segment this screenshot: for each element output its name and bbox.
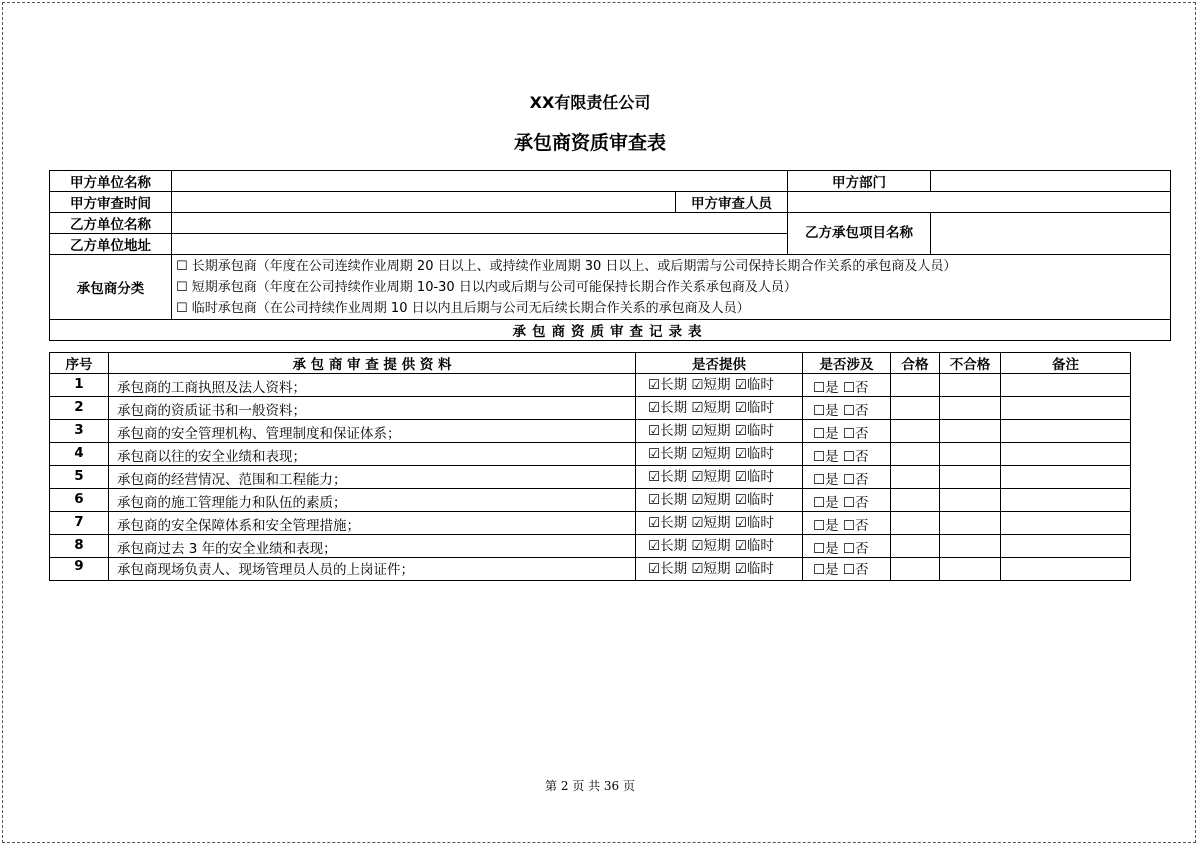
row-fail-field[interactable] bbox=[940, 512, 1001, 535]
row-fail-field[interactable] bbox=[940, 374, 1001, 397]
table-row bbox=[50, 420, 1131, 443]
row-provided-checkboxes[interactable]: ☑长期 ☑短期 ☑临时 bbox=[636, 489, 803, 512]
row-pass-field[interactable] bbox=[891, 535, 940, 558]
category-options bbox=[172, 255, 1171, 320]
row-seq: 4 bbox=[50, 443, 109, 466]
party-b-address-field[interactable] bbox=[172, 234, 788, 255]
row-provided-checkboxes[interactable]: ☑长期 ☑短期 ☑临时 bbox=[636, 374, 803, 397]
row-item: 承包商的安全保障体系和安全管理措施； bbox=[109, 512, 636, 535]
table-row bbox=[50, 466, 1131, 489]
row-pass-field[interactable] bbox=[891, 420, 940, 443]
party-b-name-label: 乙方单位名称 bbox=[50, 213, 172, 234]
col-header-involved: 是否涉及 bbox=[803, 353, 891, 374]
row-provided-checkboxes[interactable]: ☑长期 ☑短期 ☑临时 bbox=[636, 558, 803, 581]
row-seq: 1 bbox=[50, 374, 109, 397]
row-involved-checkboxes[interactable]: ☐是 ☐否 bbox=[803, 420, 891, 443]
row-pass-field[interactable] bbox=[891, 489, 940, 512]
row-party-b-name bbox=[50, 213, 1171, 234]
reviewer-label: 甲方审查人员 bbox=[676, 192, 788, 213]
records-header-row bbox=[50, 353, 1131, 374]
row-seq: 3 bbox=[50, 420, 109, 443]
category-option-short-term[interactable]: ☐ 短期承包商（年度在公司持续作业周期 10-30 日以内或后期与公司可能保持长期合作关系承包商及人员） bbox=[176, 279, 797, 295]
party-a-dept-label: 甲方部门 bbox=[788, 171, 931, 192]
row-provided-checkboxes[interactable]: ☑长期 ☑短期 ☑临时 bbox=[636, 420, 803, 443]
party-a-name-field[interactable] bbox=[172, 171, 788, 192]
col-header-remark: 备注 bbox=[1001, 353, 1131, 374]
row-provided-checkboxes[interactable]: ☑长期 ☑短期 ☑临时 bbox=[636, 512, 803, 535]
row-item: 承包商现场负责人、现场管理员人员的上岗证件； bbox=[109, 558, 636, 581]
row-seq: 6 bbox=[50, 489, 109, 512]
row-fail-field[interactable] bbox=[940, 443, 1001, 466]
table-row bbox=[50, 535, 1131, 558]
row-fail-field[interactable] bbox=[940, 420, 1001, 443]
row-pass-field[interactable] bbox=[891, 512, 940, 535]
row-pass-field[interactable] bbox=[891, 374, 940, 397]
row-remark-field[interactable] bbox=[1001, 443, 1131, 466]
row-seq: 8 bbox=[50, 535, 109, 558]
row-remark-field[interactable] bbox=[1001, 374, 1131, 397]
form-title: 承包商资质审查表 bbox=[513, 132, 666, 154]
row-remark-field[interactable] bbox=[1001, 512, 1131, 535]
row-item: 承包商的施工管理能力和队伍的素质； bbox=[109, 489, 636, 512]
category-option-temporary[interactable]: ☐ 临时承包商（在公司持续作业周期 10 日以内且后期与公司无后续长期合作关系的承包商及人员） bbox=[176, 300, 750, 316]
reviewer-field[interactable] bbox=[788, 192, 1171, 213]
table-row bbox=[50, 512, 1131, 535]
qualification-form-table bbox=[49, 170, 1171, 341]
row-remark-field[interactable] bbox=[1001, 489, 1131, 512]
row-fail-field[interactable] bbox=[940, 489, 1001, 512]
row-item: 承包商的经营情况、范围和工程能力； bbox=[109, 466, 636, 489]
party-b-name-field[interactable] bbox=[172, 213, 788, 234]
row-provided-checkboxes[interactable]: ☑长期 ☑短期 ☑临时 bbox=[636, 535, 803, 558]
row-provided-checkboxes[interactable]: ☑长期 ☑短期 ☑临时 bbox=[636, 397, 803, 420]
review-time-label: 甲方审查时间 bbox=[50, 192, 172, 213]
row-pass-field[interactable] bbox=[891, 397, 940, 420]
category-label: 承包商分类 bbox=[50, 255, 172, 320]
party-b-address-label: 乙方单位地址 bbox=[50, 234, 172, 255]
row-item: 承包商以往的安全业绩和表现； bbox=[109, 443, 636, 466]
party-b-project-field[interactable] bbox=[931, 213, 1171, 255]
row-involved-checkboxes[interactable]: ☐是 ☐否 bbox=[803, 489, 891, 512]
row-provided-checkboxes[interactable]: ☑长期 ☑短期 ☑临时 bbox=[636, 466, 803, 489]
col-header-item: 承 包 商 审 查 提 供 资 料 bbox=[109, 353, 636, 374]
row-involved-checkboxes[interactable]: ☐是 ☐否 bbox=[803, 374, 891, 397]
row-item: 承包商的资质证书和一般资料； bbox=[109, 397, 636, 420]
col-header-provided: 是否提供 bbox=[636, 353, 803, 374]
col-header-pass: 合格 bbox=[891, 353, 940, 374]
row-seq: 7 bbox=[50, 512, 109, 535]
page-footer: 第 2 页 共 36 页 bbox=[545, 779, 635, 793]
row-category bbox=[50, 255, 1171, 320]
table-row bbox=[50, 397, 1131, 420]
row-item: 承包商过去 3 年的安全业绩和表现； bbox=[109, 535, 636, 558]
row-involved-checkboxes[interactable]: ☐是 ☐否 bbox=[803, 443, 891, 466]
table-row bbox=[50, 374, 1131, 397]
party-a-dept-field[interactable] bbox=[931, 171, 1171, 192]
row-section-title bbox=[50, 320, 1171, 341]
row-remark-field[interactable] bbox=[1001, 420, 1131, 443]
table-row bbox=[50, 443, 1131, 466]
row-pass-field[interactable] bbox=[891, 466, 940, 489]
row-seq: 9 bbox=[50, 558, 109, 581]
row-involved-checkboxes[interactable]: ☐是 ☐否 bbox=[803, 535, 891, 558]
row-fail-field[interactable] bbox=[940, 558, 1001, 581]
company-name: XX有限责任公司 bbox=[529, 93, 651, 112]
col-header-seq: 序号 bbox=[50, 353, 109, 374]
records-table bbox=[49, 352, 1131, 581]
row-pass-field[interactable] bbox=[891, 558, 940, 581]
row-fail-field[interactable] bbox=[940, 466, 1001, 489]
party-a-name-label: 甲方单位名称 bbox=[50, 171, 172, 192]
row-involved-checkboxes[interactable]: ☐是 ☐否 bbox=[803, 558, 891, 581]
row-involved-checkboxes[interactable]: ☐是 ☐否 bbox=[803, 397, 891, 420]
row-item: 承包商的工商执照及法人资料； bbox=[109, 374, 636, 397]
row-pass-field[interactable] bbox=[891, 443, 940, 466]
row-review bbox=[50, 192, 1171, 213]
row-party-a bbox=[50, 171, 1171, 192]
records-section-title: 承包商资质审查记录表 bbox=[50, 320, 1171, 341]
row-involved-checkboxes[interactable]: ☐是 ☐否 bbox=[803, 512, 891, 535]
party-b-project-label: 乙方承包项目名称 bbox=[788, 213, 931, 255]
row-remark-field[interactable] bbox=[1001, 466, 1131, 489]
row-seq: 5 bbox=[50, 466, 109, 489]
table-row bbox=[50, 489, 1131, 512]
row-remark-field[interactable] bbox=[1001, 397, 1131, 420]
row-fail-field[interactable] bbox=[940, 535, 1001, 558]
review-time-field[interactable] bbox=[172, 192, 676, 213]
row-remark-field[interactable] bbox=[1001, 535, 1131, 558]
row-remark-field[interactable] bbox=[1001, 558, 1131, 581]
col-header-fail: 不合格 bbox=[940, 353, 1001, 374]
row-seq: 2 bbox=[50, 397, 109, 420]
category-option-long-term[interactable]: ☐ 长期承包商（年度在公司连续作业周期 20 日以上、或持续作业周期 30 日以上、或后期需与公司保持长期合作关系的承包商及人员） bbox=[176, 258, 957, 274]
row-involved-checkboxes[interactable]: ☐是 ☐否 bbox=[803, 466, 891, 489]
row-item: 承包商的安全管理机构、管理制度和保证体系； bbox=[109, 420, 636, 443]
row-provided-checkboxes[interactable]: ☑长期 ☑短期 ☑临时 bbox=[636, 443, 803, 466]
row-fail-field[interactable] bbox=[940, 397, 1001, 420]
table-row bbox=[50, 558, 1131, 581]
